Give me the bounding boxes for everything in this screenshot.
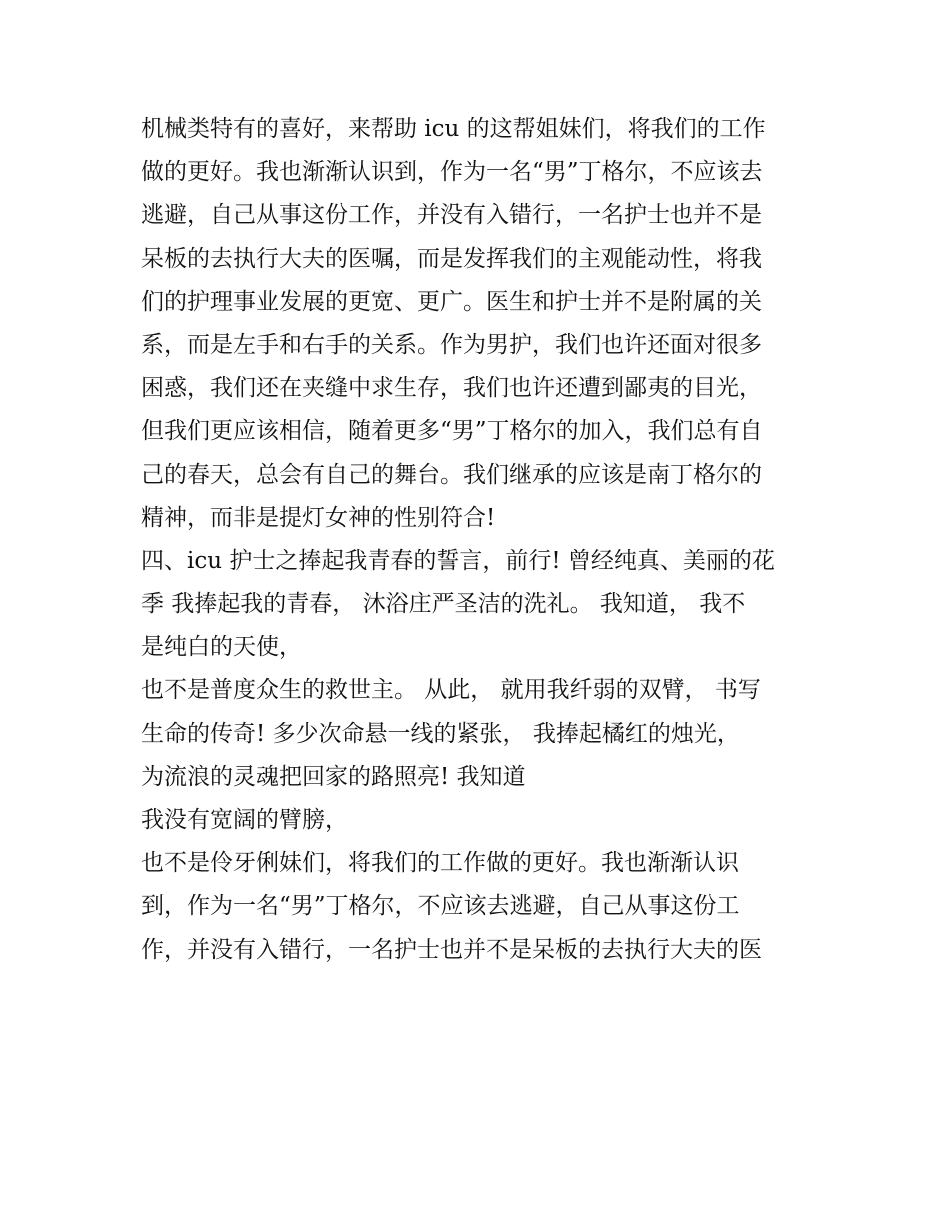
text-line: 也不是伶牙俐妹们，将我们的工作做的更好。我也渐渐认识 [141, 850, 739, 877]
text-line: 做的更好。我也渐渐认识到，作为一名“男”丁格尔，不应该去 [141, 159, 763, 186]
text-line: 系，而是左手和右手的关系。作为男护，我们也许还面对很多 [141, 331, 762, 358]
text-line: 逃避，自己从事这份工作，并没有入错行，一名护士也并不是 [141, 202, 762, 229]
text-line: 为流浪的灵魂把回家的路照亮! 我知道 [141, 763, 526, 790]
text-line: 季 我捧起我的青春， 沐浴庄严圣洁的洗礼。 我知道， 我不 [141, 591, 746, 618]
text-line: 也不是普度众生的救世主。 从此， 就用我纤弱的双臂， 书写 [141, 677, 761, 704]
text-line: 己的春天，总会有自己的舞台。我们继承的应该是南丁格尔的 [141, 461, 762, 488]
text-line: 但我们更应该相信，随着更多“男”丁格尔的加入，我们总有自 [141, 418, 763, 445]
text-line: 机械类特有的喜好，来帮助 icu 的这帮姐妹们，将我们的工作 [141, 116, 766, 142]
text-line: 到，作为一名“男”丁格尔，不应该去逃避，自己从事这份工 [141, 893, 740, 920]
text-line: 生命的传奇! 多少次命悬一线的紧张， 我捧起橘红的烛光， [141, 720, 740, 747]
text-line: 我没有宽阔的臂膀， [141, 807, 348, 833]
section-heading-line: 四、icu 护士之捧起我青春的誓言，前行! 曾经纯真、美丽的花 [141, 547, 775, 574]
body-text [141, 108, 821, 972]
text-line: 作，并没有入错行，一名护士也并不是呆板的去执行大夫的医 [141, 936, 762, 963]
text-line: 困惑，我们还在夹缝中求生存，我们也许还遭到鄙夷的目光， [141, 375, 762, 402]
text-line: 呆板的去执行大夫的医嘱，而是发挥我们的主观能动性，将我 [141, 245, 762, 272]
text-line: 们的护理事业发展的更宽、更广。医生和护士并不是附属的关 [141, 288, 762, 315]
text-line: 精神，而非是提灯女神的性别符合! [141, 504, 496, 531]
text-line: 是纯白的天使， [141, 634, 302, 661]
